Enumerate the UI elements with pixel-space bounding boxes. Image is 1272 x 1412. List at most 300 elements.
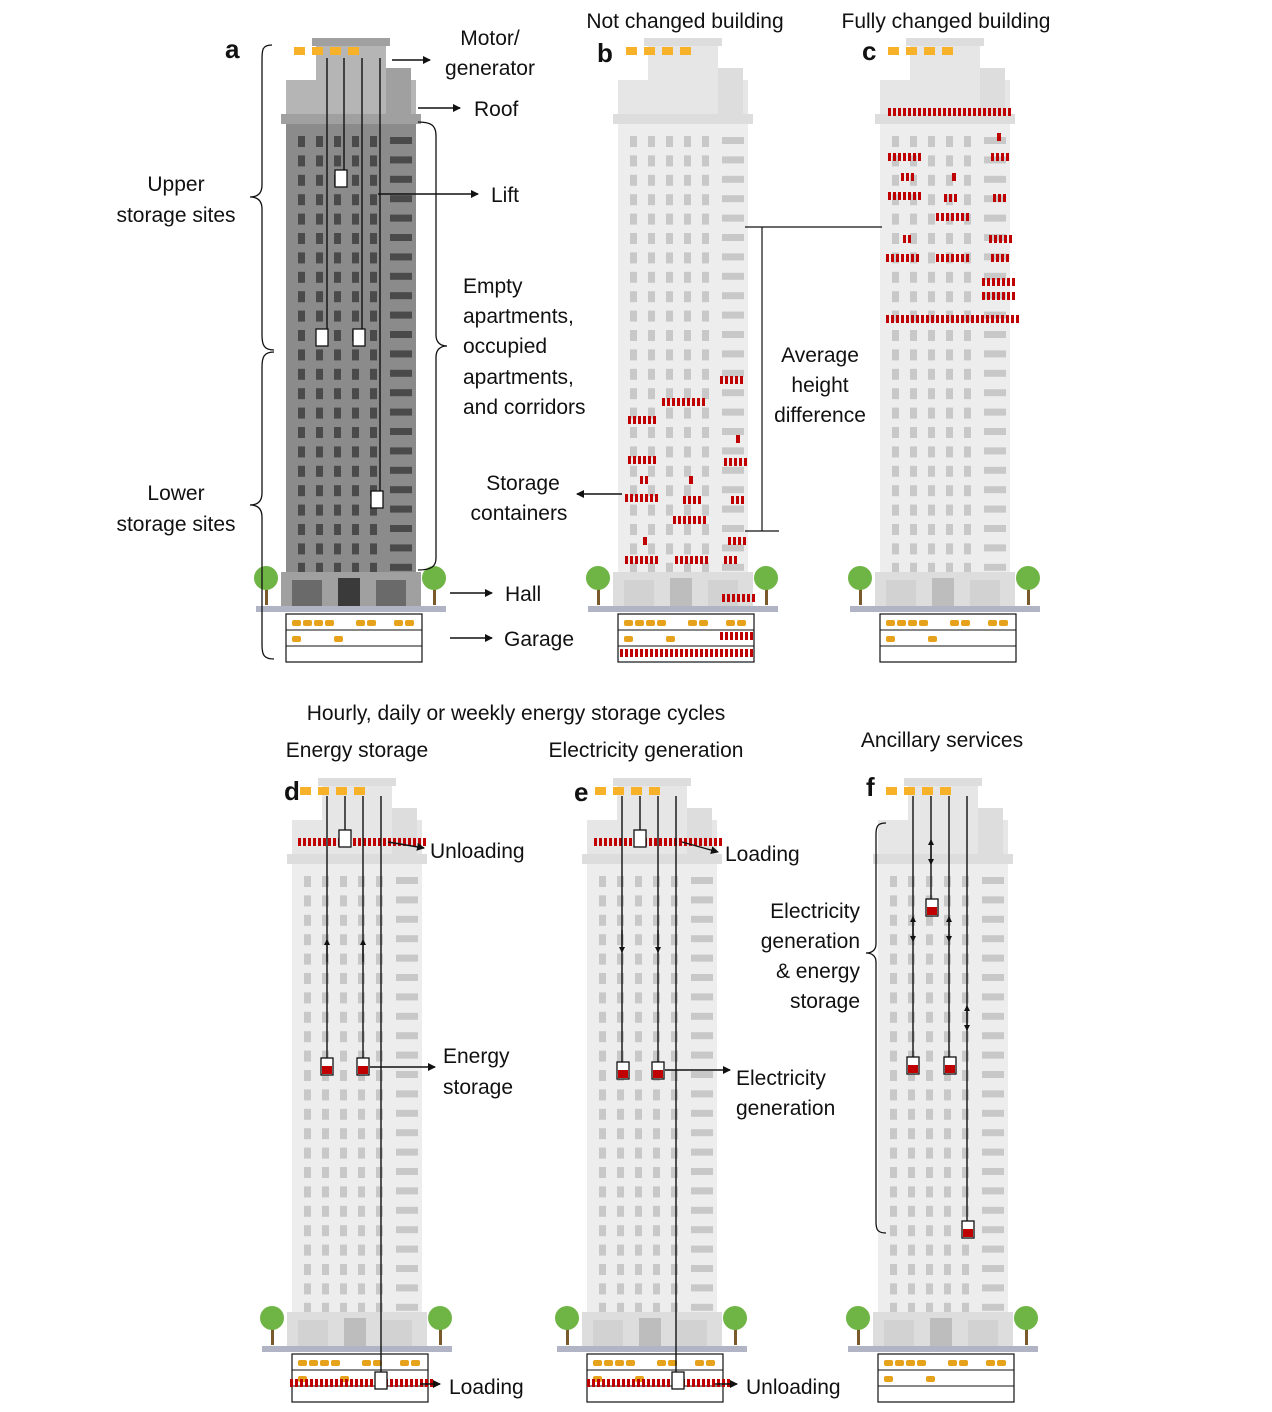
storage-container [946,213,949,221]
storage-container [921,315,924,323]
storage-container [888,108,891,116]
window [334,291,341,302]
storage-container [893,108,896,116]
tree-icon [555,1306,579,1330]
car-icon [961,620,970,626]
window-band [722,137,744,144]
storage-container [933,108,936,116]
window [630,291,637,302]
window [928,291,935,302]
car-icon [320,1360,329,1366]
building-c [848,38,1040,662]
window [322,1031,329,1042]
storage-container [725,376,728,384]
storage-container [996,315,999,323]
window [599,1167,606,1178]
car-icon [926,1376,935,1382]
window [890,1128,897,1139]
window [890,895,897,906]
storage-container [901,173,904,181]
window [702,543,709,554]
storage-container [740,632,743,640]
storage-container [395,1379,398,1387]
window [653,1245,660,1256]
window-band [984,525,1006,532]
motor-icon [942,47,953,55]
window [671,1089,678,1100]
window [648,233,655,244]
window [684,427,691,438]
window [944,915,951,926]
window [890,915,897,926]
label-upper-2: storage sites [116,204,236,227]
window [944,876,951,887]
car-icon [331,1360,340,1366]
window [599,1186,606,1197]
window [908,954,915,965]
window [630,388,637,399]
lift-car-load [927,907,937,915]
window [928,505,935,516]
storage-container [635,649,638,657]
window [910,543,917,554]
window [376,1206,383,1217]
window [890,1148,897,1159]
storage-container [712,1379,715,1387]
tree-icon [1014,1306,1038,1330]
storage-container [976,315,979,323]
label-f-4: storage [789,990,860,1013]
window [684,446,691,457]
motor-icon [906,47,917,55]
storage-container [898,192,901,200]
window [702,349,709,360]
window-band [691,935,713,942]
car-icon [928,636,937,642]
storage-container [908,108,911,116]
window [946,446,953,457]
window [599,1148,606,1159]
window [617,1031,624,1042]
window [962,992,969,1003]
window-band [390,331,412,338]
window [671,1167,678,1178]
storage-container [620,649,623,657]
storage-container [903,108,906,116]
storage-container [923,108,926,116]
storage-container [1012,292,1015,300]
storage-container [740,376,743,384]
window [370,272,377,283]
window [334,446,341,457]
window [376,895,383,906]
window [352,155,359,166]
window-band [390,506,412,513]
window [908,1128,915,1139]
window [304,973,311,984]
window [648,543,655,554]
car-icon [405,620,414,626]
window [928,330,935,341]
storage-container [948,108,951,116]
window [964,543,971,554]
window-band [691,877,713,884]
window [702,427,709,438]
cornice [613,114,753,124]
window [946,175,953,186]
window [910,349,917,360]
window [962,876,969,887]
storage-container [625,494,628,502]
window [908,1012,915,1023]
ground [256,606,446,612]
window [648,194,655,205]
window [946,155,953,166]
window [671,1031,678,1042]
storage-container [1002,292,1005,300]
window [358,1264,365,1275]
storage-container [739,458,742,466]
storage-container [737,594,740,602]
window-band [390,409,412,416]
storage-container [645,476,648,484]
car-icon [394,620,403,626]
storage-container [637,1379,640,1387]
storage-container [373,838,376,846]
window [962,1148,969,1159]
motor-icon [649,787,660,795]
window [322,1148,329,1159]
window-band [390,467,412,474]
window [298,194,305,205]
storage-container [750,649,753,657]
storage-container [685,556,688,564]
window-band [984,370,1006,377]
window-band [722,312,744,319]
storage-container [989,235,992,243]
window [892,427,899,438]
window-band [722,428,744,435]
ground [262,1346,452,1352]
window [298,543,305,554]
car-icon [666,636,675,642]
tree-icon [846,1306,870,1330]
storage-container [951,213,954,221]
window-band [691,1246,713,1253]
motor-icon [300,787,311,795]
window [340,1225,347,1236]
window [599,1283,606,1294]
window [944,1089,951,1100]
window [926,1109,933,1120]
window [910,466,917,477]
window [340,1012,347,1023]
motor-icon [595,787,606,795]
storage-container [308,838,311,846]
ground [557,1346,747,1352]
window-band [390,370,412,377]
storage-container [987,278,990,286]
storage-container [944,194,947,202]
storage-container [687,1379,690,1387]
storage-container [956,315,959,323]
window [684,505,691,516]
window [352,252,359,263]
window [908,1109,915,1120]
window [304,1283,311,1294]
window-band [982,877,1004,884]
window [358,1225,365,1236]
window [702,466,709,477]
storage-container [635,494,638,502]
storage-container [742,594,745,602]
window [370,524,377,535]
window [617,1051,624,1062]
storage-container [638,416,641,424]
window-band [396,1013,418,1020]
window [316,214,323,225]
window [908,1167,915,1178]
label-e-top: Loading [725,843,800,866]
storage-container [730,632,733,640]
window-band [984,467,1006,474]
window [334,408,341,419]
building-b [586,38,778,662]
window [892,330,899,341]
window [376,973,383,984]
storage-container [1001,315,1004,323]
window [322,1128,329,1139]
window [964,466,971,477]
storage-container [966,315,969,323]
window [304,1031,311,1042]
storage-container [697,1379,700,1387]
window [926,1245,933,1256]
window-band [691,1090,713,1097]
storage-container [1002,278,1005,286]
window-band [390,176,412,183]
storage-container [709,838,712,846]
shaft [878,864,1008,1312]
storage-container [707,1379,710,1387]
window [334,155,341,166]
lift-car-load [963,1229,973,1237]
window [648,272,655,283]
window [316,543,323,554]
window [376,1225,383,1236]
storage-container [916,315,919,323]
window [635,973,642,984]
lobby-window [884,1320,914,1346]
lobby-door [670,578,692,606]
car-icon [706,1360,715,1366]
window [653,1109,660,1120]
window [334,214,341,225]
storage-container [727,1379,730,1387]
window [298,427,305,438]
window [944,992,951,1003]
window-band [396,1149,418,1156]
storage-container [423,838,426,846]
window [358,895,365,906]
storage-container [926,315,929,323]
crown-cap [318,778,396,786]
window-band [982,1246,1004,1253]
window [702,505,709,516]
storage-container [958,108,961,116]
window [684,311,691,322]
storage-container [973,108,976,116]
window [926,1186,933,1197]
storage-container [966,213,969,221]
window [684,214,691,225]
label-roof: Roof [474,98,519,121]
window [599,1206,606,1217]
window [334,252,341,263]
storage-container [983,108,986,116]
car-icon [906,1360,915,1366]
window-band [691,1129,713,1136]
window [648,311,655,322]
window [298,330,305,341]
window [890,992,897,1003]
window [910,388,917,399]
window [635,1283,642,1294]
window-band [691,1187,713,1194]
storage-container [679,838,682,846]
storage-container [729,458,732,466]
lobby-door [932,578,954,606]
motor-icon [626,47,637,55]
window [892,408,899,419]
window [890,934,897,945]
window [908,1031,915,1042]
storage-container [695,556,698,564]
storage-container [911,254,914,262]
window [352,466,359,477]
window-band [396,877,418,884]
window [340,1148,347,1159]
storage-container [908,235,911,243]
window-band [691,1110,713,1117]
storage-container [722,1379,725,1387]
storage-container [662,1379,665,1387]
window [298,388,305,399]
storage-container [418,838,421,846]
window [928,155,935,166]
lift-car [375,1372,387,1389]
storage-container [650,494,653,502]
storage-container [952,173,956,181]
storage-container [355,1379,358,1387]
window [304,1206,311,1217]
window [630,252,637,263]
window-band [722,544,744,551]
tree-icon [723,1306,747,1330]
panel-c-title: Fully changed building [841,10,1051,33]
storage-container [720,376,723,384]
car-icon [950,620,959,626]
car-icon [999,620,1008,626]
window [908,1245,915,1256]
window [926,1148,933,1159]
window [340,1245,347,1256]
window-band [390,234,412,241]
window [334,388,341,399]
window-band [982,1013,1004,1020]
storage-container [741,496,744,504]
storage-container [951,315,954,323]
window [962,1031,969,1042]
storage-container [638,456,641,464]
lobby-window [886,580,916,606]
storage-container [1006,254,1009,262]
window [910,214,917,225]
window [964,291,971,302]
window-band [390,156,412,163]
storage-container [893,192,896,200]
window [908,973,915,984]
storage-container [1007,292,1010,300]
storage-container [672,398,675,406]
storage-container [908,192,911,200]
window [908,992,915,1003]
storage-container [953,108,956,116]
window [671,954,678,965]
lobby-window [677,1320,707,1346]
window [926,1225,933,1236]
storage-container [714,838,717,846]
storage-container [1016,315,1019,323]
window [304,1264,311,1275]
window [334,349,341,360]
storage-container [956,254,959,262]
storage-container [313,838,316,846]
window [316,136,323,147]
window [908,1283,915,1294]
window [671,1245,678,1256]
storage-container [659,838,662,846]
storage-container [752,594,755,602]
storage-container [300,1379,303,1387]
window [617,895,624,906]
storage-container [903,153,906,161]
window [702,252,709,263]
window [702,233,709,244]
window [340,1186,347,1197]
window [370,291,377,302]
storage-container [702,398,705,406]
window [666,233,673,244]
window [630,427,637,438]
storage-container [665,649,668,657]
window [890,1245,897,1256]
storage-container [633,416,636,424]
label-lower-1: Lower [147,482,205,505]
window [358,973,365,984]
window [376,1128,383,1139]
storage-container [670,649,673,657]
shaft [587,864,717,1312]
window [964,524,971,535]
storage-container [961,254,964,262]
window [304,1148,311,1159]
window-band [396,1246,418,1253]
window [617,1148,624,1159]
window-band [390,544,412,551]
car-icon [657,1360,666,1366]
label-d-bottom: Loading [449,1376,524,1399]
